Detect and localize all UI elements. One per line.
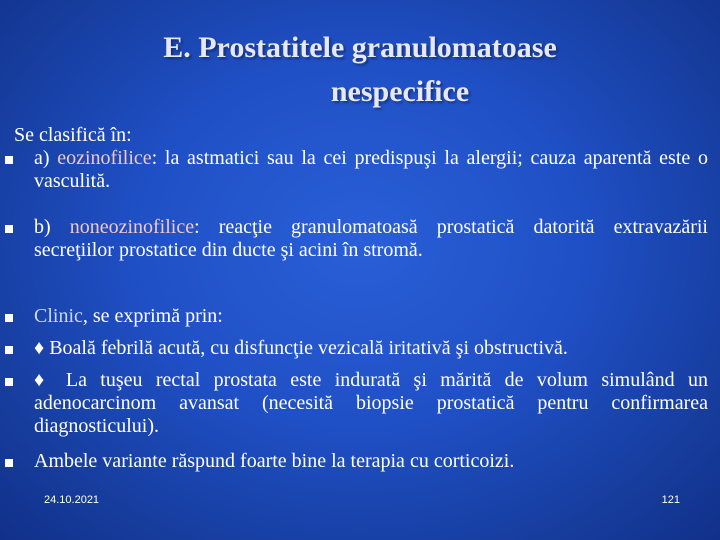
footer-date: 24.10.2021 xyxy=(44,494,100,506)
keyword-noneozinofilice: noneozinofilice xyxy=(69,216,195,238)
bullet-prefix: a) xyxy=(34,147,58,169)
page-number: 121 xyxy=(661,494,680,506)
keyword-eozinofilice: eozinofilice xyxy=(57,147,152,169)
bullet-item-symptom-rectal-exam: ♦ La tuşeu rectal prostata este indurată şi mărită de volum simulând un adenocarcinom avansat (necesită biopsie prostatică pentru confirmarea diagnosticului). xyxy=(34,369,708,437)
slide-title xyxy=(0,26,720,114)
bullet-text: : la astmatici sau la cei predispuşi la alergii; cauza aparentă este o vasculită. xyxy=(34,147,708,192)
bullet-marker-icon xyxy=(5,156,13,164)
bullet-prefix: b) xyxy=(34,216,70,238)
keyword-clinic: Clinic xyxy=(34,305,83,327)
bullet-marker-icon xyxy=(5,378,13,386)
bullet-item-clinic xyxy=(34,305,708,328)
bullet-marker-icon xyxy=(5,314,13,322)
bullet-item-therapy: Ambele variante răspund foarte bine la terapia cu corticoizi. xyxy=(34,450,515,472)
bullet-text: , se exprimă prin: xyxy=(82,305,223,327)
bullet-marker-icon xyxy=(5,225,13,233)
bullet-text: : reacţie granulomatoasă prostatică datorită extravazării secreţiilor prostatice din ducte şi acini în stromă. xyxy=(34,216,708,261)
bullet-marker-icon xyxy=(5,459,13,467)
bullet-item-symptom-fever: ♦ Boală febrilă acută, cu disfuncţie vezicală iritativă şi obstructivă. xyxy=(34,337,568,359)
title-line-2: nespecifice xyxy=(330,75,470,108)
bullet-marker-icon xyxy=(5,346,13,354)
intro-text: Se clasifică în: xyxy=(14,124,132,146)
title-line-1: E. Prostatitele granulomatoase xyxy=(163,31,557,64)
bullet-item-noneozinofilice xyxy=(34,216,708,262)
bullet-item-eozinofilice xyxy=(34,147,708,193)
